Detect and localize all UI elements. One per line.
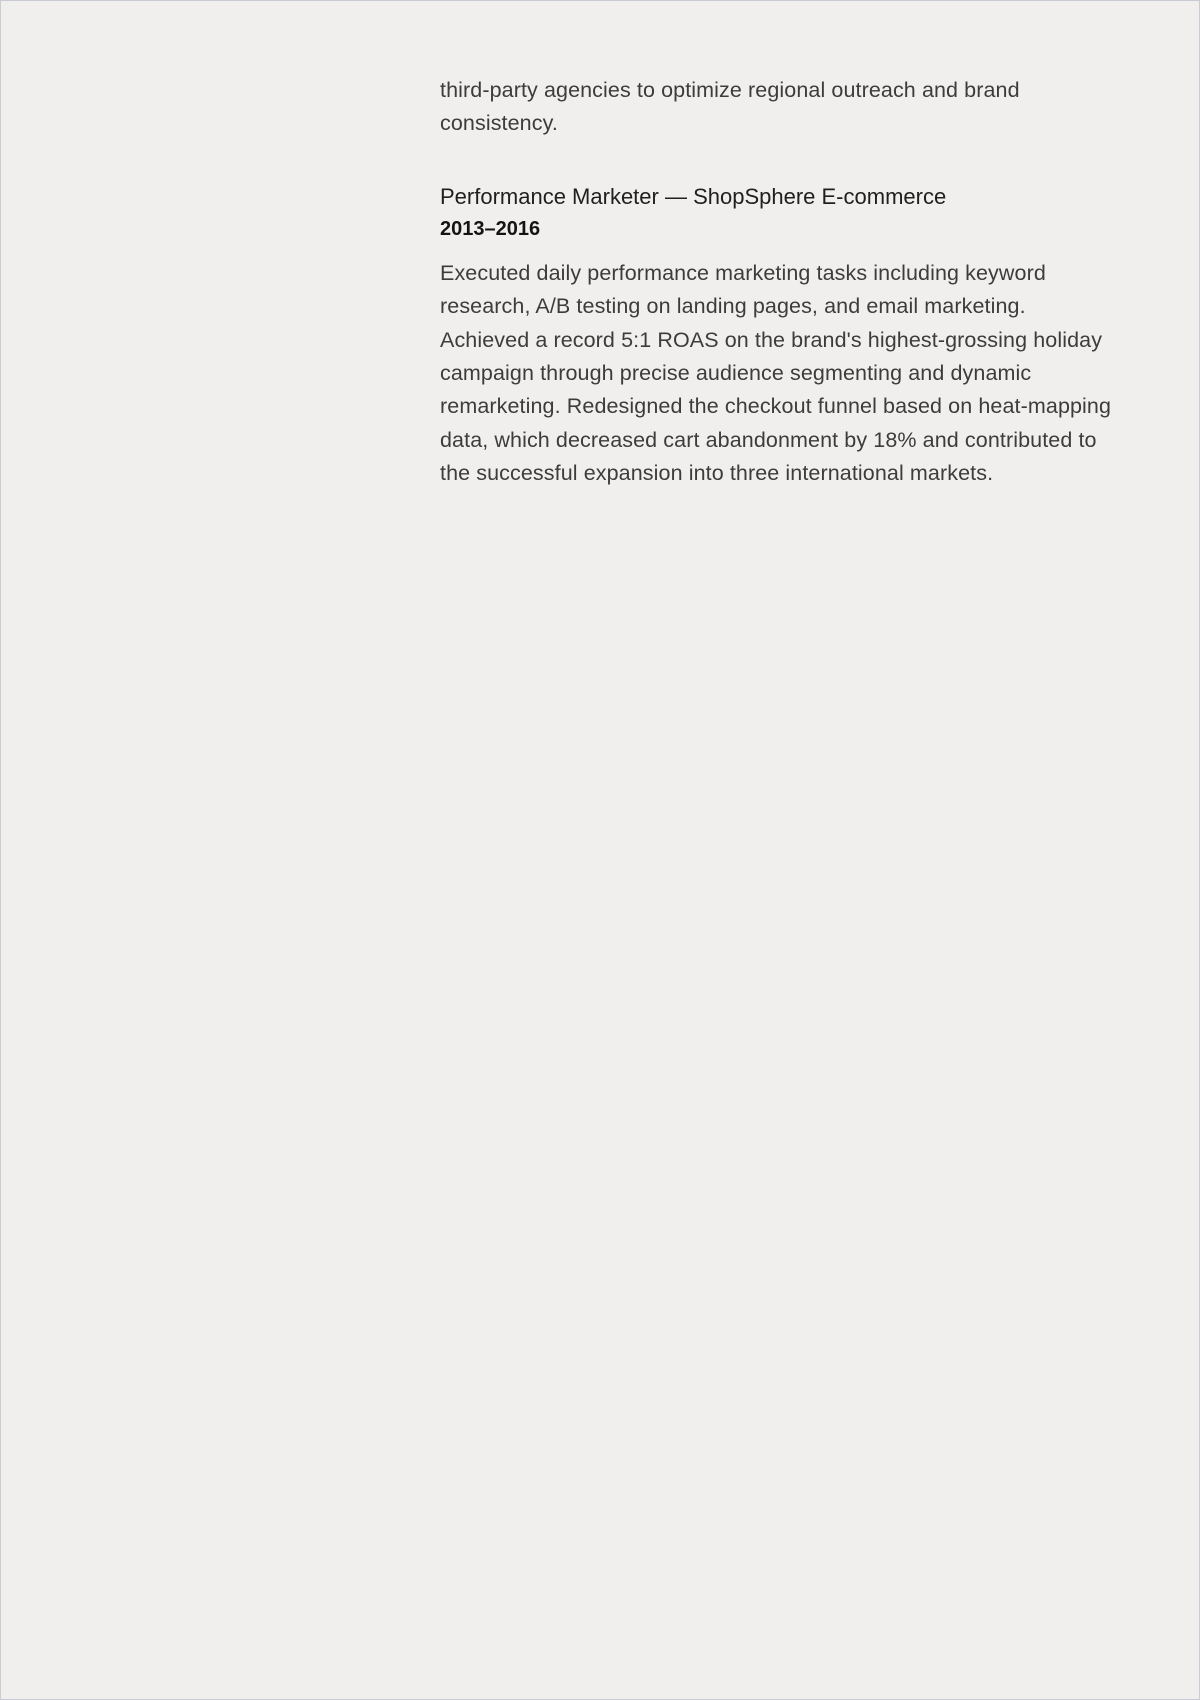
previous-job-description-continued: third-party agencies to optimize regional outreach and brand consistency. — [440, 78, 1020, 136]
job-description: Executed daily performance marketing tasks including keyword research, A/B testing on landing pages, and email marketing. Achieved a record 5:1 ROAS on the brand's highest-grossing holiday campaign through precise audience segmenting and dynamic remarketing. Redesigned the checkout funnel based on heat-mapping data, which decreased cart abandonment by 18% and contributed to the successful expansion into three international markets. — [440, 260, 1112, 486]
job-title: Performance Marketer — ShopSphere E-commerce — [440, 183, 947, 209]
job-dates: 2013–2016 — [440, 217, 541, 240]
experience-entry — [440, 180, 1112, 491]
experience-column — [440, 74, 1112, 491]
